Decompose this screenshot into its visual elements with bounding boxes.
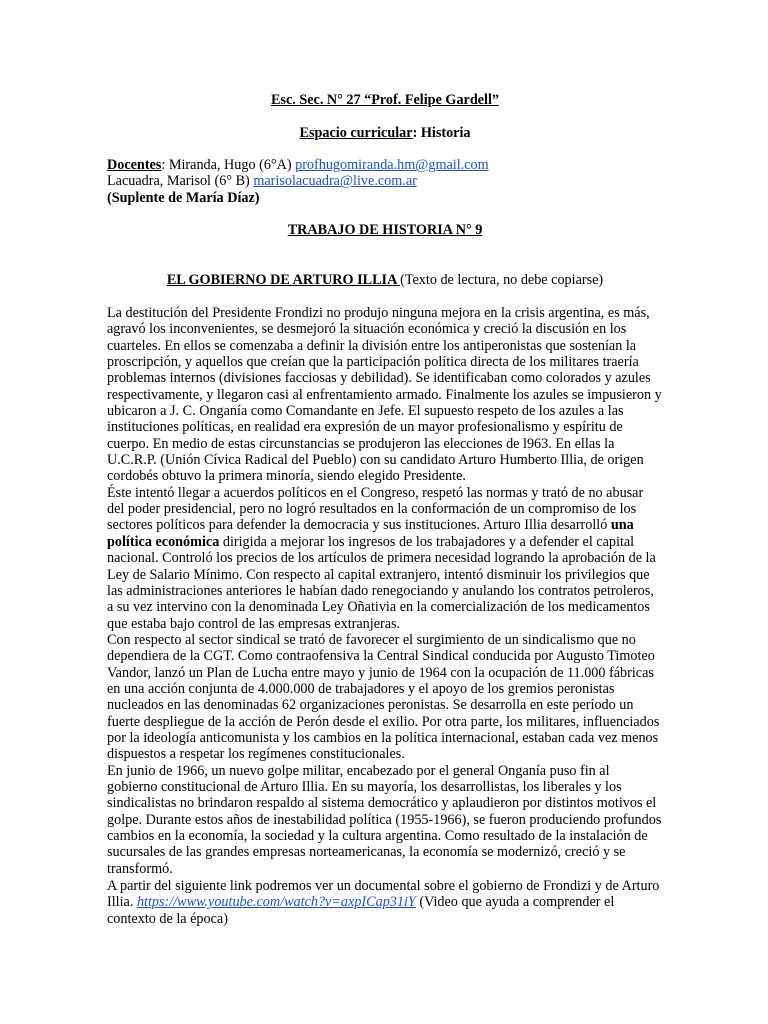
paragraph-2 [107,485,663,632]
trabajo-title: TRABAJO DE HISTORIA N° 9 [287,222,483,238]
paragraph-1: La destitución del Presidente Frondizi no produjo ninguna mejora en la crisis argentina, es más, agravó los inconvenientes, se desmejoró la situación económica y creció la discusión en los cuarteles. En ellos se comenzaba a definir la división entre los antiperonistas que sostenían la proscripción, y aquellos que creían que la participación política directa de los militares traería problemas internos (divisiones facciosas y debilidad). Se identificaban como colorados y azules respectivamente, y llegaron casi al enfrentamiento armado. Finalmente los azules se impusieron y ubicaron a J. C. Onganía como Comandante en Jefe. El supuesto respeto de los azules a las instituciones políticas, en realidad era expresión de un mayor profesionalismo y espíritu de cuerpo. En medio de estas circunstancias se produjeron las elecciones de l963. En ellas la U.C.R.P. (Unión Cívica Radical del Pueblo) con su candidato Arturo Humberto Illia, de origen cordobés obtuvo la primera minoría, siendo elegido Presidente. [107,305,662,485]
docente-1-email-link[interactable]: profhugomiranda.hm@gmail.com [295,157,489,173]
section-title: EL GOBIERNO DE ARTURO ILLIA [166,272,401,288]
link-paragraph-after: (Video que ayuda a comprender el contexto de la época) [107,894,615,927]
article-body [107,305,663,877]
paragraph-2-text-b: dirigida a mejorar los ingresos de los trabajadores y a defender el capital nacional. Controló los precios de los artículos de primera necesidad logrando la aprobación de la Ley de Salario Mínimo. Con respecto al capital extranjero, intentó disminuir los privilegios que las administraciones anteriores le habían dado renegociando y anulando los contratos petroleros, a su vez intervino con la denominada Ley Oñativia en la comercialización de los medicamentos que estaba bajo control de las empresas extranjeras. [107,533,656,632]
paragraph-2-bold: una política económica [107,517,634,550]
docente-line-1 [107,157,663,173]
suplente-note: (Suplente de María Díaz) [107,189,260,206]
link-paragraph [107,878,663,927]
paragraph-3: Con respecto al sector sindical se trató de favorecer el surgimiento de un sindicalismo que no dependiera de la CGT. Como contraofensiva la Central Sindical conducida por Augusto Timoteo Vandor, lanzó un Plan de Lucha entre mayo y junio de 1964 con la ocupación de 11.000 fábricas en una acción conjunta de 4.000.000 de trabajadores y el apoyo de los gremios peronistas nucleados en las denominadas 62 organizaciones peronistas. Se desarrolla en este período un fuerte despliegue de la acción de Perón desde el exilio. Por otra parte, los militares, influenciados por la ideología anticomunista y los cambios en la política internacional, estaban cada vez menos dispuestos a respetar los regímenes constitucionales. [107,631,660,763]
docentes-block [107,157,663,206]
curricular-label: Espacio curricular [299,125,413,141]
paragraph-4: En junio de 1966, un nuevo golpe militar, encabezado por el general Onganía puso fin al gobierno constitucional de Arturo Illia. En su mayoría, los desarrollistas, los liberales y los sindicalistas no brindaron respaldo al sistema democrático y aplaudieron por distintos motivos el golpe. Durante estos años de inestabilidad política (1955-1966), se fueron produciendo profundos cambios en la economía, la sociedad y la cultura argentina. Como resultado de la instalación de sucursales de las grandes empresas norteamericanas, la economía se modernizó, creció y se transformó. [107,762,662,877]
docente-1-name: : Miranda, Hugo (6°A) [161,157,296,173]
school-name: Esc. Sec. N° 27 “Prof. Felipe Gardell” [270,92,500,108]
paragraph-2-text-a: Éste intentó llegar a acuerdos políticos en el Congreso, respetó las normas y trató de no abusar del poder presidencial, pero no logró resultados en la conformación de un compromiso de los sectores políticos para defender la democracia y sus instituciones. Arturo Illia desarrolló [107,484,644,534]
docente-line-2 [107,173,663,189]
curricular-space [107,125,663,141]
docente-2-name: Lacuadra, Marisol (6° B) [107,173,254,190]
docente-2-email-link[interactable]: marisolacuadra@live.com.ar [253,173,417,190]
link-paragraph-before: A partir del siguiente link podremos ver un documental sobre el gobierno de Frondizi y de Arturo Illia. [107,878,660,911]
curricular-separator: : [412,125,421,141]
youtube-link[interactable]: https://www.youtube.com/watch?v=axpICap31iY [136,894,416,911]
section-heading [107,272,663,288]
curricular-value: Historia [420,125,471,141]
docentes-label: Docentes [107,157,162,173]
section-note: (Texto de lectura, no debe copiarse) [400,272,604,288]
